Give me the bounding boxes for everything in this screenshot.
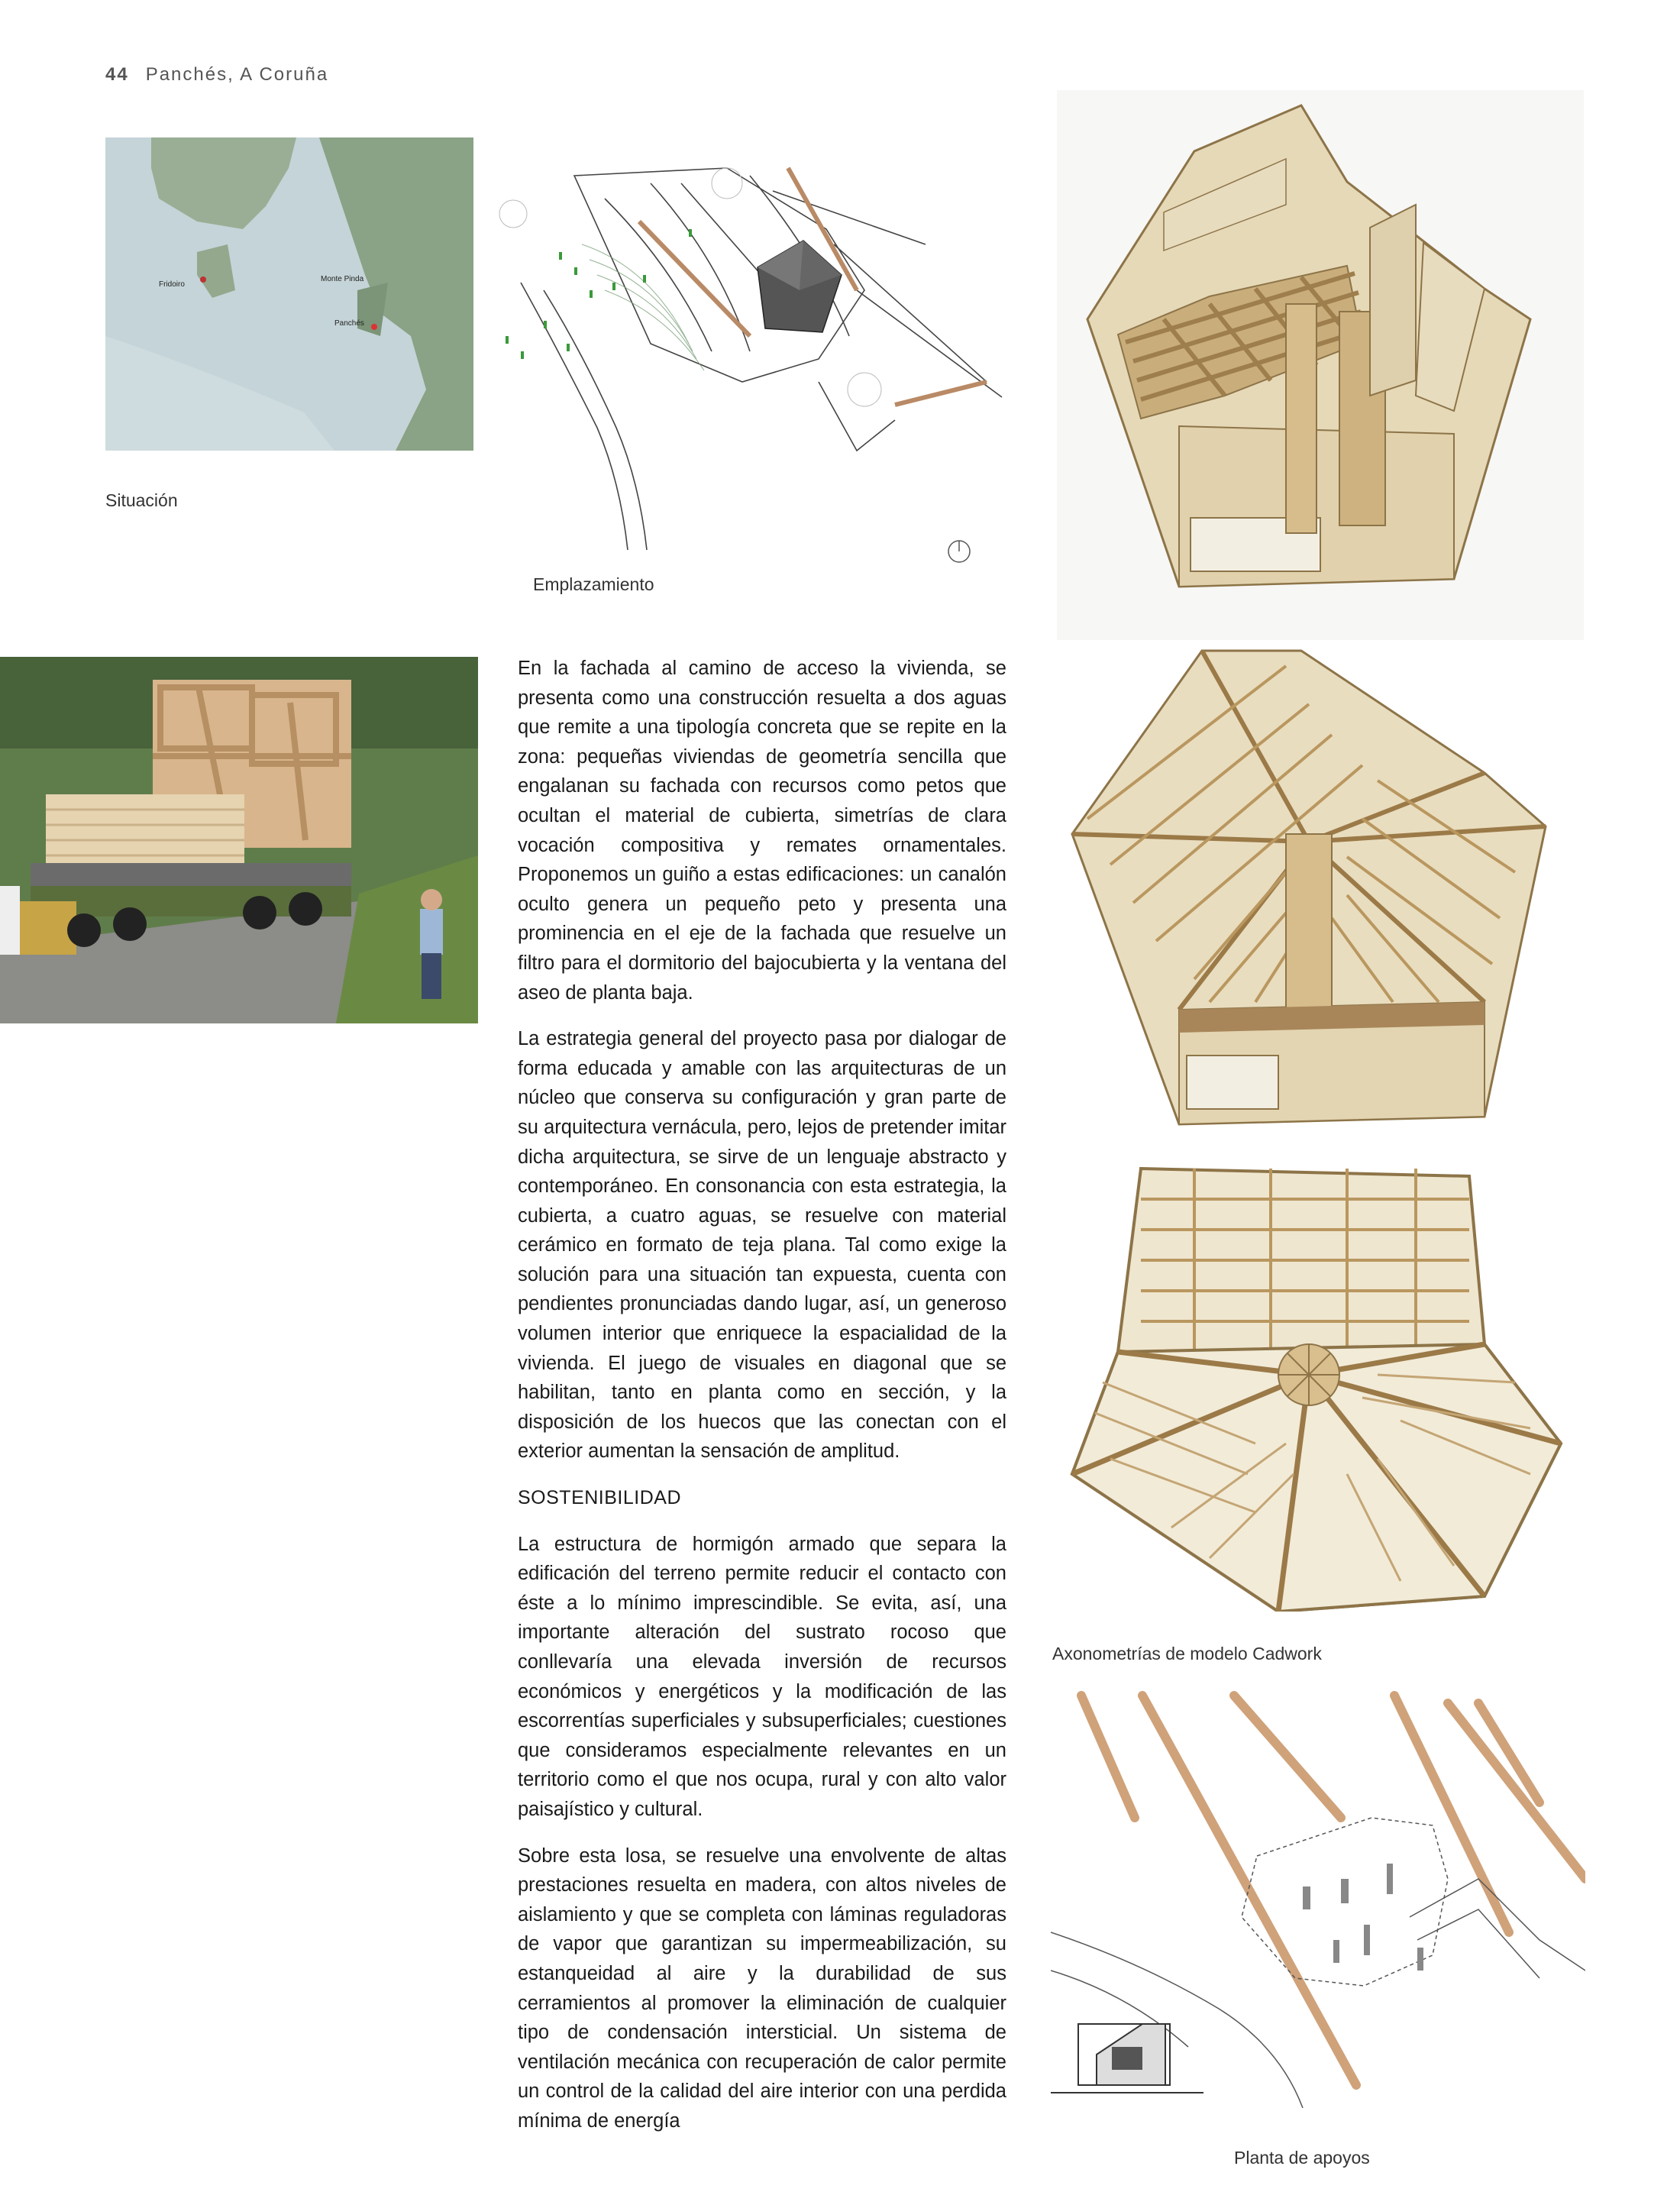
paragraph-facade: En la fachada al camino de acceso la vivienda, se presenta como una construcción resuelta a dos aguas que remite a una tipología concreta que se repite en la zona: pequeñas viviendas de geometría sencilla que engalanan su fachada con recursos como petos que ocultan el material de cubierta, simetrías de clara vocación compositiva y remates ornamentales. Proponemos un guiño a estas edificaciones: un canalón oculto genera un pequeño peto y presenta una prominencia en el eje de la fachada que resuelve un filtro para el dormitorio del bajocubierta y la ventana del aseo de planta baja. — [518, 658, 1006, 1004]
site-plan-caption: Emplazamiento — [533, 574, 654, 594]
axonometry-interior — [1057, 90, 1584, 640]
truck-photo — [0, 657, 478, 1023]
paragraph-structure: La estructura de hormigón armado que separa la edificación del terreno permite reducir el contacto con éste a lo mínimo imprescindible. Se evita, así, una importante alteración del sustrato rocoso que conllevaría una elevada inversión de recursos económicos y energéticos y la modificación de las escorrentías superficiales y subsuperficiales; cuestiones que consideramos especialmente relevantes en un territorio como el que nos ocupa, rural y con alto valor paisajístico y cultural. — [518, 1533, 1006, 1820]
axonometry-roof-plan — [1057, 1153, 1584, 1612]
running-header — [105, 64, 328, 86]
map-label-monte-pinda: Monte Pinda — [321, 275, 364, 283]
header-location: Panchés, A Coruña — [145, 64, 329, 85]
map-label-panches: Panchés — [334, 319, 364, 328]
paragraph-envelope: Sobre esta losa, se resuelve una envolvente de altas prestaciones resuelta en madera, con altos niveles de aislamiento y que se completa con láminas reguladoras de vapor que garantizan su impermeabilización, su estanqueidad al aire y la durabilidad de sus cerramientos al promover la eliminación de cualquier tipo de condensación intersticial. Un sistema de ventilación mecánica con recuperación de calor permite un control de la calidad del aire interior con una perdida mínima de energía — [518, 1844, 1006, 2132]
site-plan — [498, 153, 1017, 565]
section-heading-sostenibilidad: SOSTENIBILIDAD — [518, 1487, 681, 1509]
foundation-plan-caption: Planta de apoyos — [1234, 2148, 1370, 2168]
situation-caption: Situación — [105, 490, 178, 510]
situation-map — [105, 137, 473, 451]
axonometry-caption: Axonometrías de modelo Cadwork — [1052, 1644, 1322, 1663]
foundation-plan — [1051, 1688, 1585, 2108]
axonometry-roof-structure — [1057, 643, 1584, 1147]
paragraph-strategy: La estrategia general del proyecto pasa por dialogar de forma educada y amable con las arquitecturas de un núcleo que conserva su configuración y gran parte de su arquitectura vernácula, pero, lejos de pretender imitar dicha arquitectura, se sirve de un lenguaje abstracto y contemporáneo. En consonancia con esta estrategia, la cubierta, a cuatro aguas, se resuelve con material cerámico en formato de teja plana. Tal como exige la solución para una situación tan expuesta, cuenta con pendientes pronunciadas dando lugar, así, un generoso volumen interior que enriquece la espacialidad de la vivienda. El juego de visuales en diagonal que se habilitan, tanto en planta como en sección, y la disposición de los huecos que las conectan con el exterior aumentan la sensación de amplitud. — [518, 1028, 1006, 1463]
article-body — [518, 654, 1006, 2153]
map-label-fridoiro: Fridoiro — [159, 280, 185, 289]
page-number: 44 — [105, 64, 129, 85]
